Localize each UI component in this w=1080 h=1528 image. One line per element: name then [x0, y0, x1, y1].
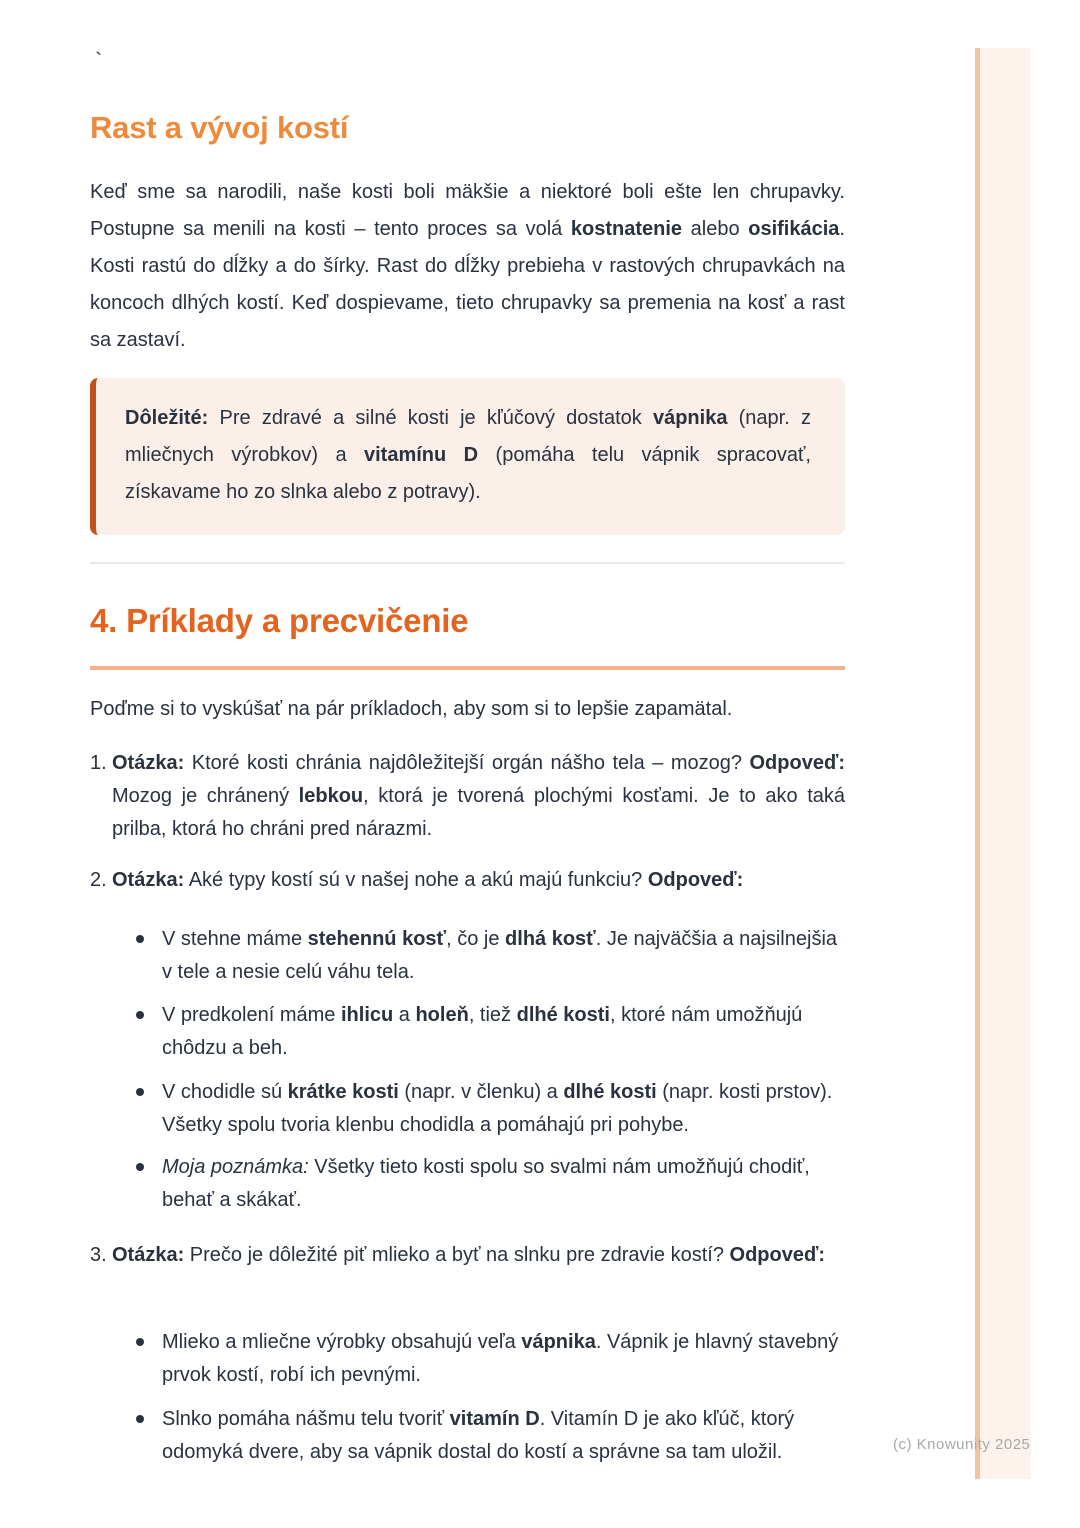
list-item	[90, 1326, 845, 1392]
list-item-text: Moja poznámka: Všetky tieto kosti spolu so svalmi nám umožňujú chodiť, behať a skákať.	[162, 1156, 810, 1211]
list-item-text: Slnko pomáha nášmu telu tvoriť vitamín D. Vitamín D je ako kľúč, ktorý odomyká dvere, aby sa vápnik dostal do kostí a správne sa tam uložil.	[162, 1408, 795, 1463]
bullet-icon	[136, 1338, 144, 1346]
list-item-text: V chodidle sú krátke kosti (napr. v členku) a dlhé kosti (napr. kosti prstov). Všetky spolu tvoria klenbu chodidla a pomáhajú pri pohybe.	[162, 1081, 833, 1136]
list-item	[90, 999, 845, 1065]
question-item-2	[90, 864, 845, 897]
footer-credit: (c) Knowunity 2025	[893, 1436, 1031, 1453]
list-number: 2.	[90, 869, 107, 891]
list-item	[90, 923, 845, 989]
growth-paragraph: Keď sme sa narodili, naše kosti boli mäkšie a niektoré boli ešte len chrupavky. Postupne sa menili na kosti – tento proces sa volá kostnatenie alebo osifikácia. Kosti rastú do dĺžky a do šírky. Rast do dĺžky prebieha v rastových chrupavkách na koncoch dlhých kostí. Keď dospievame, tieto chrupavky sa premenia na kosť a rast sa zastaví.	[90, 181, 845, 351]
question-item-text: Otázka: Prečo je dôležité piť mlieko a byť na slnku pre zdravie kostí? Odpoveď:	[112, 1244, 826, 1266]
bullet-icon	[136, 1415, 144, 1423]
list-item	[90, 1151, 845, 1217]
section-divider	[90, 562, 845, 564]
list-item	[90, 1403, 845, 1469]
bullet-icon	[136, 935, 144, 943]
bullet-icon	[136, 1088, 144, 1096]
stray-backtick-character: `	[95, 48, 103, 73]
question-item-text: Otázka: Ktoré kosti chránia najdôležitejší orgán nášho tela – mozog? Odpoveď: Mozog je chránený lebkou, ktorá je tvorená plochými kosťami. Je to ako taká prilba, ktorá ho chráni pred nárazmi.	[112, 752, 845, 840]
heading-underline-rule	[90, 666, 845, 670]
question-item-3	[90, 1239, 845, 1272]
page-edge-decoration-bar	[975, 48, 1031, 1479]
question-item-text: Otázka: Aké typy kostí sú v našej nohe a akú majú funkciu? Odpoveď:	[112, 869, 744, 891]
list-number: 3.	[90, 1244, 107, 1266]
list-item-text: V stehne máme stehennú kosť, čo je dlhá kosť. Je najväčšia a najsilnejšia v tele a nesie celú váhu tela.	[162, 928, 838, 983]
list-number: 1.	[90, 752, 107, 774]
list-item-text: Mlieko a mliečne výrobky obsahujú veľa vápnika. Vápnik je hlavný stavebný prvok kostí, robí ich pevnými.	[162, 1331, 839, 1386]
important-callout-box	[90, 378, 845, 535]
practice-intro-paragraph: Poďme si to vyskúšať na pár príkladoch, aby som si to lepšie zapamätal.	[90, 698, 733, 720]
section-heading-practice: 4. Príklady a precvičenie	[90, 602, 469, 639]
callout-text: Dôležité: Pre zdravé a silné kosti je kľúčový dostatok vápnika (napr. z mliečnych výrobkov) a vitamínu D (pomáha telu vápnik spracovať, získavame ho zo slnka alebo z potravy).	[125, 407, 811, 503]
question-item-1	[90, 747, 845, 846]
list-item-text: V predkolení máme ihlicu a holeň, tiež dlhé kosti, ktoré nám umožňujú chôdzu a beh.	[162, 1004, 803, 1059]
section-heading-growth: Rast a vývoj kostí	[90, 110, 349, 145]
bullet-icon	[136, 1011, 144, 1019]
list-item	[90, 1076, 845, 1142]
bullet-icon	[136, 1163, 144, 1171]
